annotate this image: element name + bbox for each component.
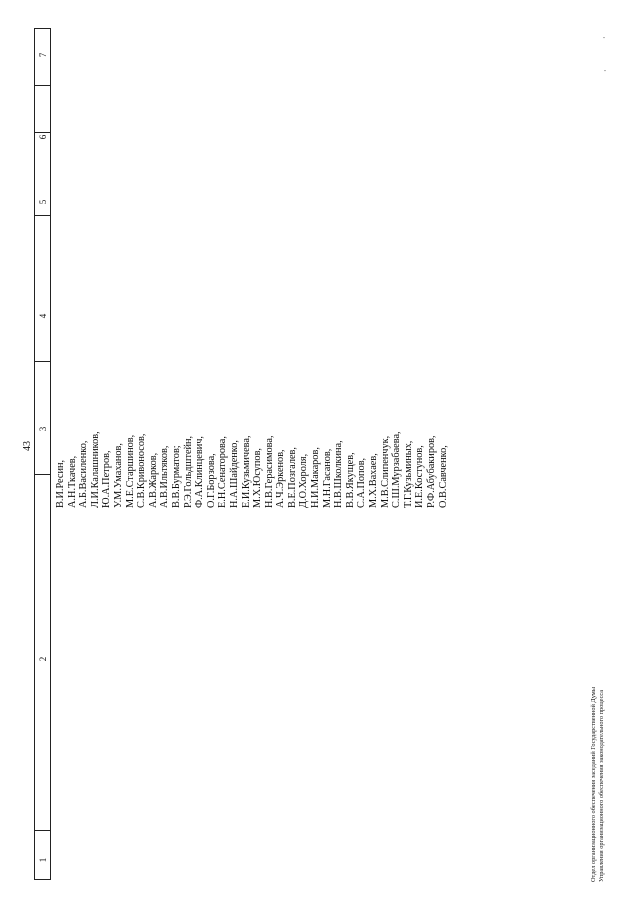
- list-item: В.Е.Позгалев,: [286, 447, 298, 508]
- list-item: Р.Э.Гольдштейн,: [182, 435, 194, 508]
- list-item: М.Х.Вахаев,: [368, 453, 380, 508]
- list-item: Ф.А.Клинцевич,: [194, 436, 206, 508]
- names-list: [55, 431, 449, 508]
- list-item: М.Е.Старшинов,: [124, 434, 136, 508]
- list-item: С.В.Кривоносов,: [136, 433, 148, 508]
- scan-dot: ·: [600, 36, 609, 39]
- list-item: А.Ч.Эркенов,: [275, 449, 287, 508]
- page-number: 43: [22, 441, 33, 451]
- list-item: В.И.Ресин,: [55, 459, 66, 508]
- list-item: В.В.Якущев,: [344, 452, 356, 508]
- list-item: Н.А.Шайденко,: [228, 439, 240, 508]
- column-divider: [35, 361, 50, 362]
- list-item: Е.Н.Сенаторова,: [217, 436, 229, 508]
- column-divider: [35, 474, 50, 475]
- list-item: С.А.Попов,: [356, 457, 368, 508]
- footer-department-note: [590, 687, 606, 882]
- table-header-row: [34, 28, 51, 880]
- column-divider: [35, 830, 50, 831]
- column-number-3: 3: [38, 426, 48, 432]
- list-item: А.В.Жарков,: [147, 452, 159, 508]
- list-item: У.М.Умаханов,: [112, 443, 124, 508]
- column-number-1: 1: [38, 857, 48, 863]
- column-number-5: 5: [38, 199, 48, 205]
- list-item: А.Н.Ткачев,: [66, 455, 78, 508]
- footer-line-2: Управления организационного обеспечения законодательного процесса: [598, 689, 605, 882]
- list-item: Р.Ф.Абубакиров,: [426, 435, 437, 508]
- list-item: Н.И.Макаров,: [310, 447, 322, 508]
- list-item: М.Х.Юсупов,: [252, 447, 264, 508]
- list-item: Л.И.Калашников,: [89, 431, 101, 508]
- list-item: О.В.Савченко,: [437, 445, 449, 508]
- column-number-2: 2: [38, 656, 48, 662]
- list-item: Т.Г.Кузьминых,: [402, 440, 414, 508]
- list-item: О.Г.Борзова,: [205, 453, 217, 508]
- list-item: Ю.А.Петров,: [101, 450, 113, 508]
- list-item: М.В.Слипенчук,: [379, 435, 391, 508]
- list-item: А.В.Ильтяков,: [159, 445, 171, 508]
- list-item: И.Е.Костунов,: [414, 445, 426, 508]
- list-item: Д.О.Хороля,: [298, 453, 310, 508]
- column-number-6: 6: [38, 134, 48, 140]
- list-item: А.Б.Василенко,: [78, 440, 90, 508]
- footer-line-1: Отдел организационного обеспечения заседаний Государственной Думы: [590, 687, 597, 882]
- column-divider: [35, 85, 50, 86]
- column-number-7: 7: [38, 52, 48, 58]
- list-item: С.Ш.Мурзабаева,: [391, 431, 403, 508]
- list-item: Н.В.Школкина,: [333, 440, 345, 508]
- list-item: В.В.Бурматов;: [170, 445, 182, 508]
- column-divider: [35, 215, 50, 216]
- column-number-4: 4: [38, 313, 48, 319]
- list-item: Н.В.Герасимова,: [263, 435, 275, 508]
- list-item: М.Н.Гасанов,: [321, 448, 333, 508]
- scan-dot: ·: [601, 69, 610, 72]
- list-item: Е.И.Кузьмичева,: [240, 435, 252, 508]
